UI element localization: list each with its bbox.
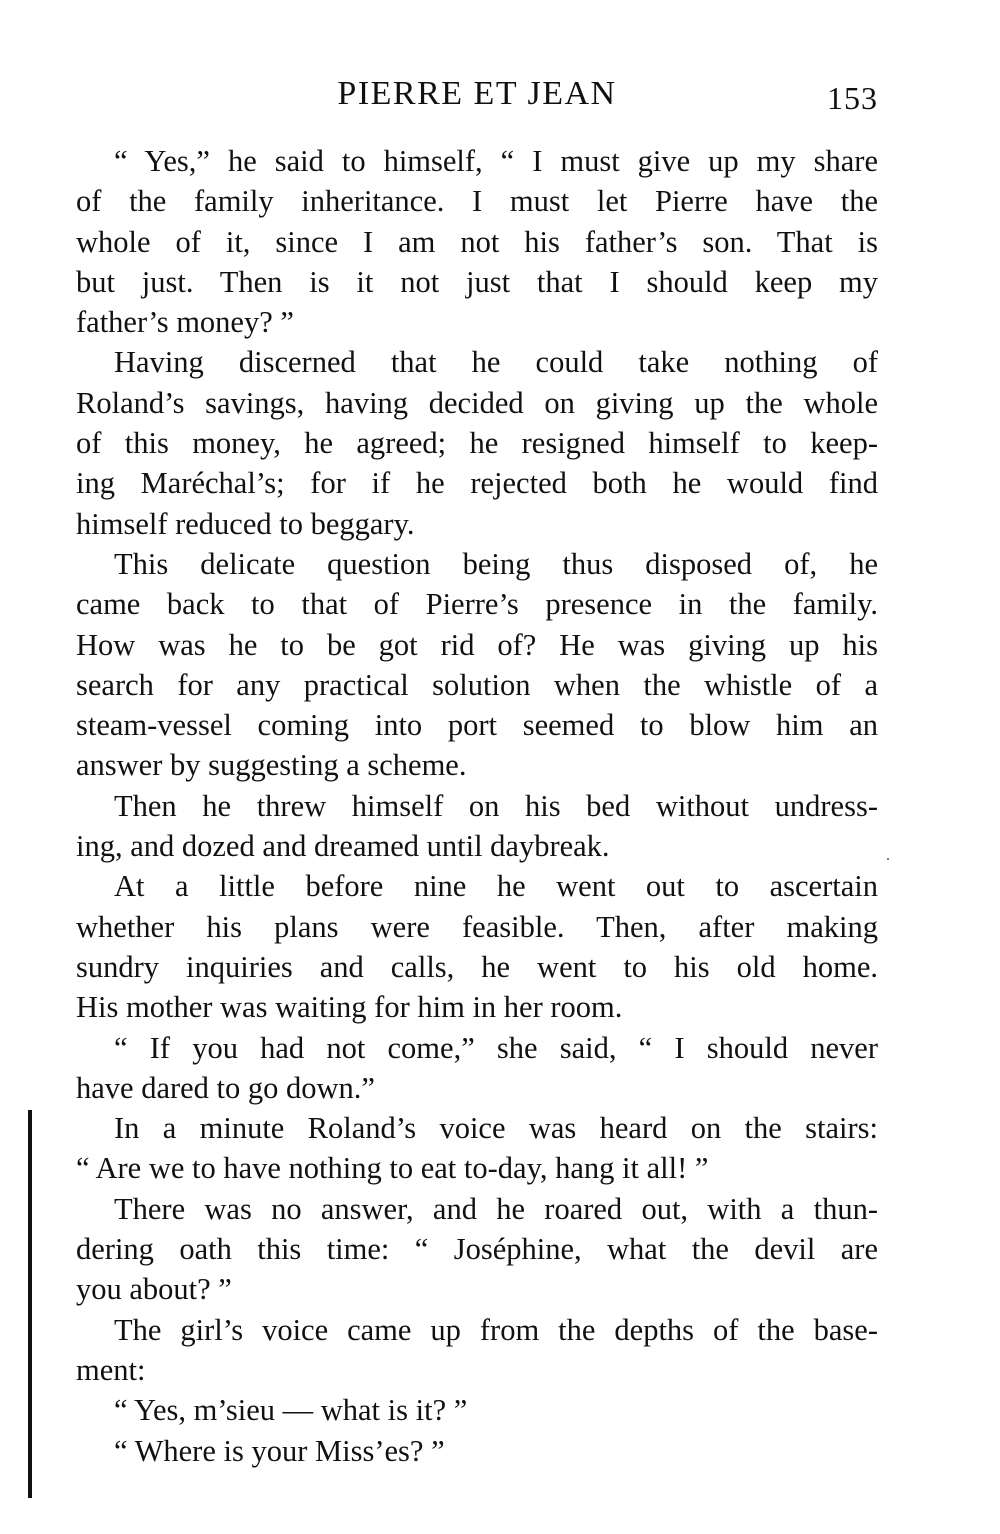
- text-line: but just. Then is it not just that I should keep my: [76, 264, 878, 299]
- text-line: Roland’s savings, having decided on giving up the whole: [76, 385, 878, 420]
- text-line: have dared to go down.”: [76, 1070, 375, 1105]
- text-line: whole of it, since I am not his father’s son. That is: [76, 224, 878, 259]
- text-line: There was no answer, and he roared out, with a thun-: [114, 1191, 878, 1226]
- text-line: answer by suggesting a scheme.: [76, 748, 467, 783]
- text-line: “ If you had not come,” she said, “ I should never: [114, 1030, 878, 1065]
- text-line: steam-vessel coming into port seemed to blow him an: [76, 708, 878, 743]
- text-line: came back to that of Pierre’s presence in the family.: [76, 587, 878, 622]
- text-line: of the family inheritance. I must let Pierre have the: [76, 184, 878, 219]
- running-head: [76, 70, 878, 118]
- page-number: 153: [827, 80, 878, 116]
- text-line: “ Where is your Miss’es? ”: [114, 1433, 445, 1468]
- text-line: father’s money? ”: [76, 305, 294, 340]
- text-line: How was he to be got rid of? He was giving up his: [76, 627, 878, 662]
- text-line: of this money, he agreed; he resigned himself to keep-: [76, 426, 878, 461]
- text-line: This delicate question being thus disposed of, he: [114, 546, 878, 581]
- text-line: ing, and dozed and dreamed until daybreak.: [76, 829, 610, 864]
- text-line: whether his plans were feasible. Then, after making: [76, 909, 878, 944]
- margin-scan-line: [28, 1110, 32, 1498]
- text-line: ment:: [76, 1352, 146, 1387]
- running-title: PIERRE ET JEAN: [337, 75, 617, 112]
- text-line: dering oath this time: “ Joséphine, what the devil are: [76, 1232, 878, 1267]
- text-line: ing Maréchal’s; for if he rejected both he would find: [76, 466, 878, 501]
- text-line: “ Yes, m’sieu — what is it? ”: [114, 1393, 468, 1428]
- text-line: himself reduced to beggary.: [76, 506, 415, 541]
- scan-speck: [887, 858, 889, 860]
- text-line: In a minute Roland’s voice was heard on the stairs:: [114, 1111, 878, 1146]
- text-line: The girl’s voice came up from the depths of the base-: [114, 1312, 878, 1347]
- text-line: Having discerned that he could take nothing of: [114, 345, 878, 380]
- text-line: “ Are we to have nothing to eat to-day, hang it all! ”: [76, 1151, 709, 1186]
- body-text: [76, 141, 878, 1471]
- text-line: “ Yes,” he said to himself, “ I must give up my share: [114, 144, 878, 178]
- text-line: you about? ”: [76, 1272, 232, 1307]
- text-line: search for any practical solution when the whistle of a: [76, 667, 878, 702]
- text-line: His mother was waiting for him in her room.: [76, 990, 623, 1025]
- text-line: At a little before nine he went out to ascertain: [114, 869, 878, 904]
- text-line: Then he threw himself on his bed without undress-: [114, 788, 878, 823]
- text-line: sundry inquiries and calls, he went to his old home.: [76, 949, 878, 984]
